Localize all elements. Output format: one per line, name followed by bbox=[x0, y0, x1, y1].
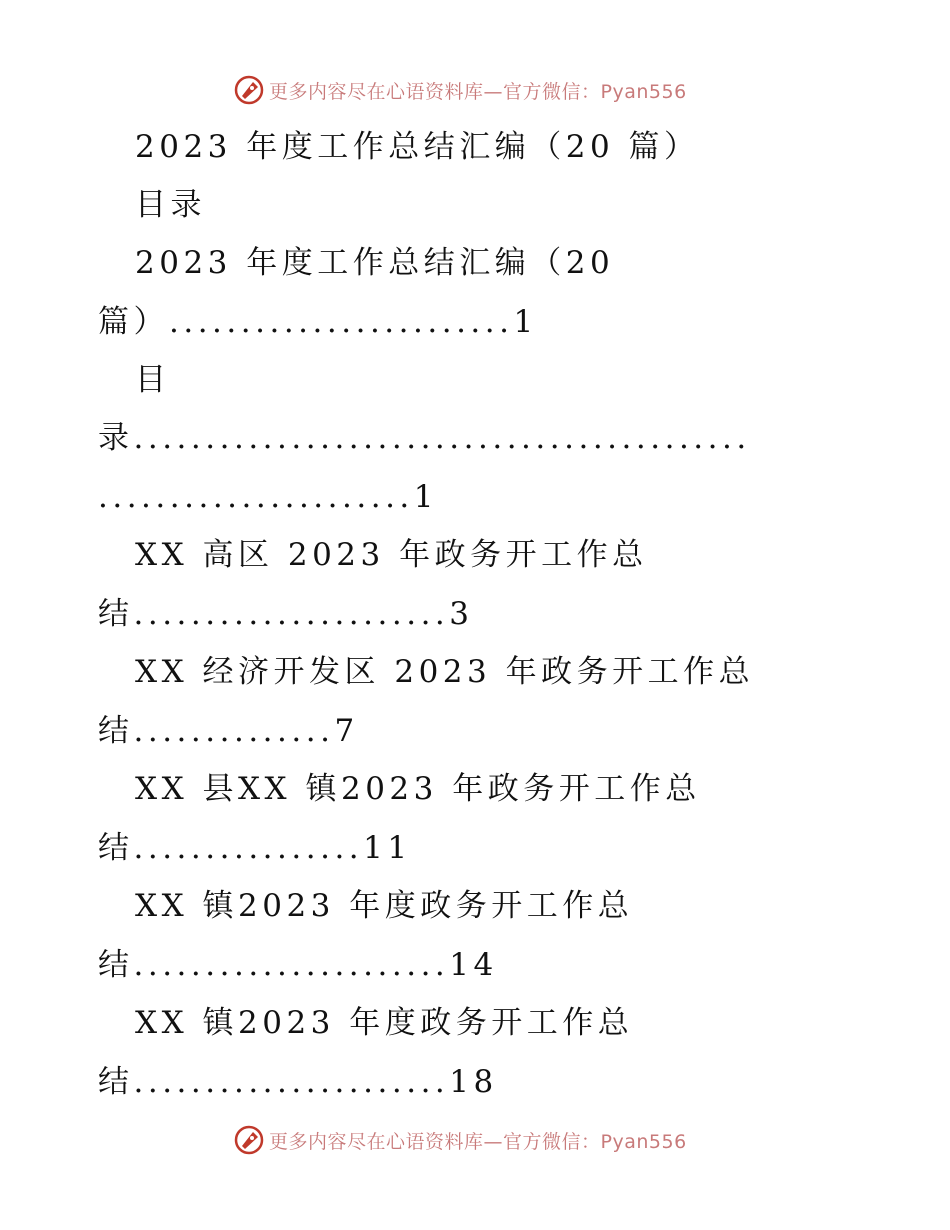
toc-entry-title: 2023 年度工作总结汇编（20 bbox=[135, 245, 615, 281]
toc-entry-contents: 目 bbox=[135, 362, 171, 398]
pen-nib-icon bbox=[233, 74, 265, 106]
watermark-text: 更多内容尽在心语资料库—官方微信：Pyan556 bbox=[269, 1130, 687, 1153]
toc-entry-title-page: 篇）........................1 bbox=[98, 304, 538, 340]
toc-entry-5: XX 镇2023 年度政务开工作总 bbox=[135, 1005, 634, 1041]
toc-entry-3-page: 结................11 bbox=[98, 830, 412, 866]
toc-entry-contents-page: ......................1 bbox=[98, 479, 439, 515]
toc-entry-3: XX 县XX 镇2023 年政务开工作总 bbox=[135, 771, 701, 807]
document-title: 2023 年度工作总结汇编（20 篇） bbox=[135, 129, 700, 165]
toc-entry-1: XX 高区 2023 年政务开工作总 bbox=[135, 537, 648, 573]
toc-entry-2-page: 结..............7 bbox=[98, 713, 359, 749]
toc-heading: 目录 bbox=[135, 187, 206, 223]
toc-entry-2: XX 经济开发区 2023 年政务开工作总 bbox=[135, 654, 755, 690]
toc-entry-4: XX 镇2023 年度政务开工作总 bbox=[135, 888, 634, 924]
watermark-header bbox=[233, 70, 687, 110]
pen-nib-icon bbox=[233, 1124, 265, 1156]
watermark-text: 更多内容尽在心语资料库—官方微信：Pyan556 bbox=[269, 80, 687, 103]
toc-entry-contents-leader: 录........................................... bbox=[98, 420, 751, 456]
toc-entry-4-page: 结......................14 bbox=[98, 947, 498, 983]
toc-entry-5-page: 结......................18 bbox=[98, 1064, 498, 1100]
watermark-footer bbox=[233, 1120, 687, 1160]
toc-entry-1-page: 结......................3 bbox=[98, 596, 474, 632]
